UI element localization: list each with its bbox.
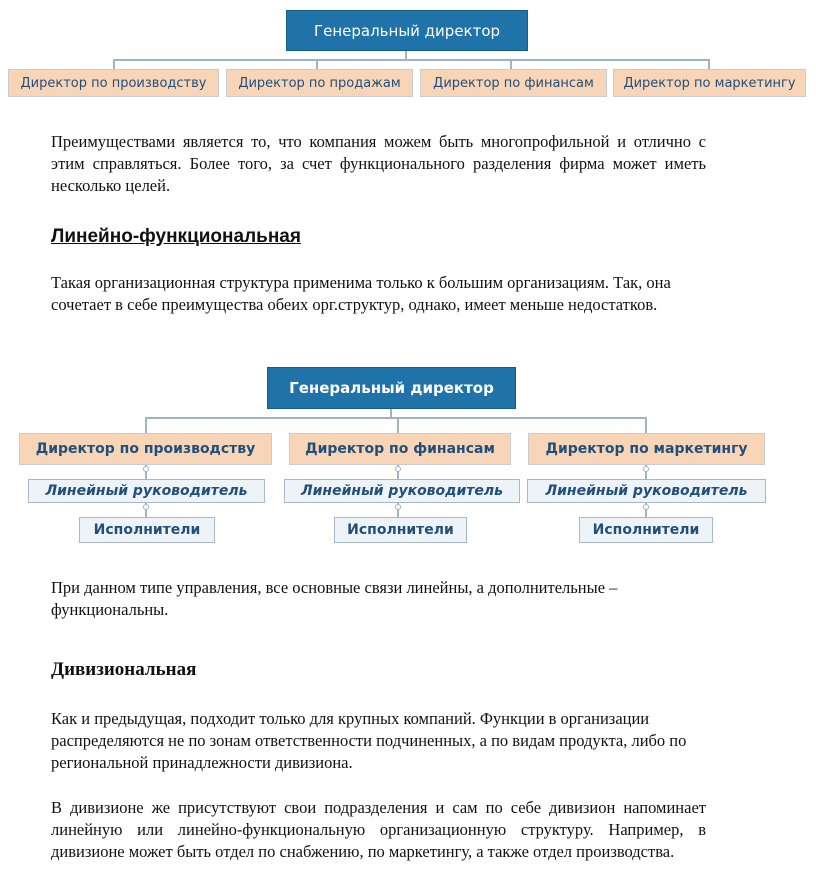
line-manager-box: Линейный руководитель xyxy=(28,479,265,503)
line-manager-box: Линейный руководитель xyxy=(284,479,520,503)
connector-dot xyxy=(143,504,149,510)
connector-line xyxy=(145,417,647,419)
section-heading: Дивизиональная xyxy=(51,659,197,680)
director-box: Директор по финансам xyxy=(289,433,511,465)
line-manager-box: Линейный руководитель xyxy=(527,479,766,503)
paragraph: В дивизионе же присутствуют свои подразделения и сам по себе дивизион напоминает линейную или линейно-функциональную организационную структуру. Например, в дивизионе может быть отдел по снабжению, по маркетингу, а также отдел производства. xyxy=(51,798,706,861)
connector-dot xyxy=(395,466,401,472)
director-box: Директор по продажам xyxy=(226,69,413,97)
connector-dot xyxy=(643,466,649,472)
executors-box: Исполнители xyxy=(334,517,467,543)
director-box: Директор по маркетингу xyxy=(528,433,765,465)
paragraph: Преимуществами является то, что компания можем быть многопрофильной и отлично с этим справляться. Более того, за счет функционального разделения фирма может иметь несколько целей. xyxy=(51,132,706,195)
connector-line xyxy=(397,417,399,433)
paragraph: Как и предыдущая, подходит только для крупных компаний. Функции в организации распределяются не по зонам ответственности подчиненных, а по видам продукта, либо по региональной принадлежности дивизиона. xyxy=(51,709,687,772)
paragraph: Такая организационная структура применима только к большим организациям. Так, она сочетает в себе преимущества обеих орг.структур, однако, имеет меньше недостатков. xyxy=(51,273,671,314)
connector-line xyxy=(708,59,710,69)
director-box: Директор по финансам xyxy=(420,69,607,97)
connector-line xyxy=(145,417,147,433)
executors-box: Исполнители xyxy=(579,517,713,543)
director-box: Директор по производству xyxy=(8,69,219,97)
connector-dot xyxy=(395,504,401,510)
general-director-box: Генеральный директор xyxy=(267,367,516,409)
section-heading: Линейно-функциональная xyxy=(51,226,301,247)
connector-line xyxy=(510,59,512,69)
connector-line xyxy=(113,59,709,61)
director-box: Директор по маркетингу xyxy=(613,69,806,97)
general-director-box: Генеральный директор xyxy=(286,10,528,51)
connector-line xyxy=(316,59,318,69)
connector-line xyxy=(645,417,647,433)
director-box: Директор по производству xyxy=(19,433,272,465)
connector-dot xyxy=(643,504,649,510)
executors-box: Исполнители xyxy=(79,517,215,543)
connector-dot xyxy=(143,466,149,472)
connector-line xyxy=(113,59,115,69)
paragraph: При данном типе управления, все основные связи линейны, а дополнительные – функциональны. xyxy=(51,578,618,619)
